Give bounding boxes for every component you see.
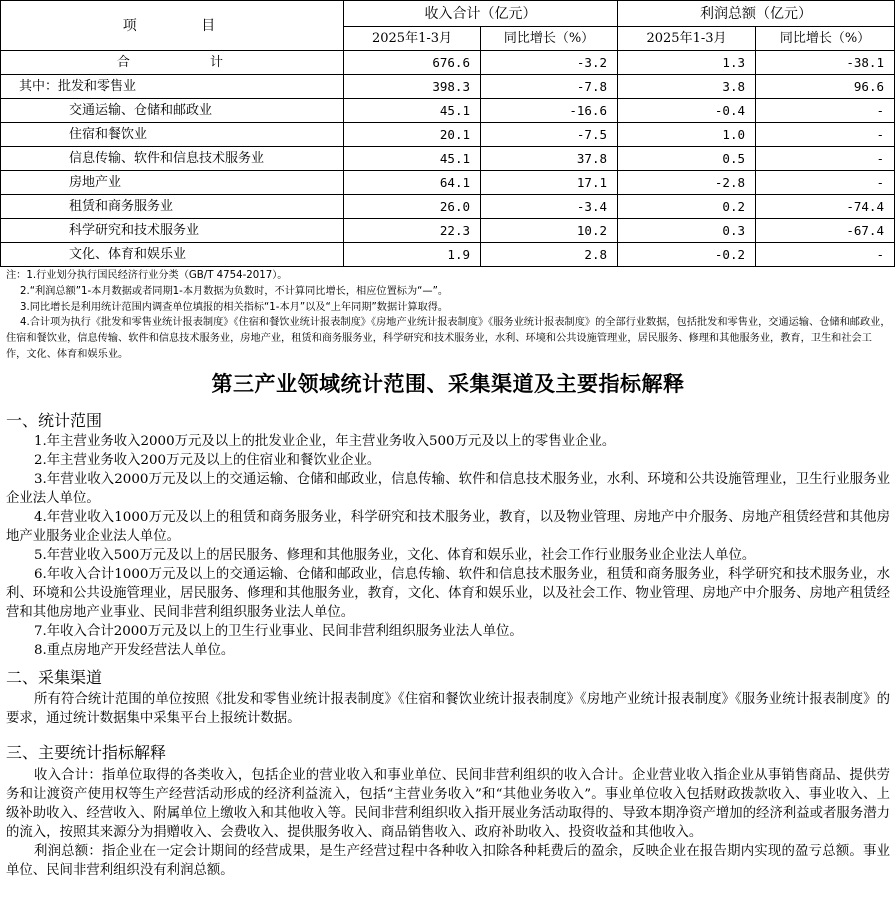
cell-profit-yoy: -38.1 [756,51,895,75]
indicator-item: 收入合计：指单位取得的各类收入，包括企业的营业收入和事业单位、民间非营利组织的收入合计。企业营业收入指企业从事销售商品、提供劳务和让渡资产使用权等生产经营活动形成的经济利益流入，包括“主营业务收入”和“其他业务收入”。事业单位收入包括财政拨款收入、事业收入、上级补助收入、经营收入、附属单位上缴收入和其他收入等。民间非营利组织收入指开展业务活动取得的、导致本期净资产增加的经济利益或者服务潜力的流入，按照其来源分为捐赠收入、会费收入、提供服务收入、商品销售收入、政府补助收入、投资收益和其他收入。 [6,768,890,840]
document-title: 第三产业领域统计范围、采集渠道及主要指标解释 [211,371,685,396]
table-row [1,171,895,195]
table-row [1,99,895,123]
cell-profit-yoy: - [756,99,895,123]
scope-item: 1.年主营业务收入2000万元及以上的批发业企业，年主营业务收入500万元及以上的零售业企业。 [34,434,616,449]
cell-profit: 3.8 [618,75,756,99]
scope-item: 3.年营业收入2000万元及以上的交通运输、仓储和邮政业，信息传输、软件和信息技术服务业，水利、环境和公共设施管理业，卫生行业服务业企业法人单位。 [6,472,890,506]
note-4: 4.合计项为执行《批发和零售业统计报表制度》《住宿和餐饮业统计报表制度》《房地产业统计报表制度》《服务业统计报表制度》的全部行业数据，包括批发和零售业，交通运输、仓储和邮政业，住宿和餐饮业，信息传输、软件和信息技术服务业，房地产业，租赁和商务服务业，科学研究和技术服务业，水利、环境和公共设施管理业，居民服务、修理和其他服务业，教育，卫生和社会工作，文化、体育和娱乐业。 [6,317,891,360]
cell-profit: -0.2 [618,243,756,267]
cell-profit: 0.3 [618,219,756,243]
scope-item: 5.年营业收入500万元及以上的居民服务、修理和其他服务业，文化、体育和娱乐业，社会工作行业服务业企业法人单位。 [34,548,756,563]
table-row [1,123,895,147]
cell-revenue: 26.0 [344,195,481,219]
note-2: 2.“利润总额”1-本月数据或者同期1-本月数据为负数时，不计算同比增长，相应位置标为“—”。 [20,285,449,297]
header-revenue-period: 2025年1-3月 [344,27,481,51]
scope-item: 6.年收入合计1000万元及以上的交通运输、仓储和邮政业，信息传输、软件和信息技术服务业，租赁和商务服务业，科学研究和技术服务业，水利、环境和公共设施管理业，居民服务、修理和其他服务业，教育，文化、体育和娱乐业，以及社会工作、物业管理、房地产中介服务、房地产租赁经营和其他房地产业事业、民间非营利组织服务业法人单位。 [6,567,890,620]
header-item: 项 目 [1,1,344,51]
cell-profit-yoy: -67.4 [756,219,895,243]
table-row-total [1,51,895,75]
cell-revenue-yoy: 17.1 [481,171,618,195]
cell-revenue-yoy: -16.6 [481,99,618,123]
note-1: 注：1.行业划分执行国民经济行业分类（GB/T 4754-2017）。 [6,270,288,281]
cell-revenue-yoy: -7.5 [481,123,618,147]
scope-item: 7.年收入合计2000万元及以上的卫生行业事业、民间非营利组织服务业法人单位。 [34,624,523,639]
cell-revenue-yoy: -3.4 [481,195,618,219]
header-profit-period: 2025年1-3月 [618,27,756,51]
table-row [1,75,895,99]
row-label: 科学研究和技术服务业 [1,219,344,243]
row-label: 其中：批发和零售业 [1,75,344,99]
cell-profit-yoy: 96.6 [756,75,895,99]
cell-profit-yoy: - [756,147,895,171]
table-row [1,219,895,243]
cell-revenue: 20.1 [344,123,481,147]
cell-revenue-yoy: 2.8 [481,243,618,267]
row-label: 文化、体育和娱乐业 [1,243,344,267]
scope-list [6,432,890,660]
statistics-table [0,0,895,267]
row-label: 交通运输、仓储和邮政业 [1,99,344,123]
cell-revenue-yoy: 37.8 [481,147,618,171]
channel-text: 所有符合统计范围的单位按照《批发和零售业统计报表制度》《住宿和餐饮业统计报表制度》《房地产业统计报表制度》《服务业统计报表制度》的要求，通过统计数据集中采集平台上报统计数据。 [6,692,890,726]
table-row [1,147,895,171]
scope-item: 4.年营业收入1000万元及以上的租赁和商务服务业，科学研究和技术服务业，教育，以及物业管理、房地产中介服务、房地产租赁经营和其他房地产业服务业企业法人单位。 [6,510,890,544]
cell-revenue-yoy: -7.8 [481,75,618,99]
note-3: 3.同比增长是利用统计范围内调查单位填报的相关指标“1-本月”以及“上年同期”数据计算取得。 [20,301,449,313]
indicators-list [6,766,890,880]
header-profit-yoy: 同比增长（%） [756,27,895,51]
row-label: 房地产业 [1,171,344,195]
table-row [1,195,895,219]
indicator-item: 利润总额：指企业在一定会计期间的经营成果，是生产经营过程中各种收入扣除各种耗费后的盈余，反映企业在报告期内实现的盈亏总额。事业单位、民间非营利组织没有利润总额。 [6,844,890,878]
table-notes [6,268,892,363]
scope-item: 8.重点房地产开发经营法人单位。 [34,643,235,658]
section-heading-channel: 二、采集渠道 [6,668,103,687]
cell-profit-yoy: - [756,243,895,267]
cell-revenue: 64.1 [344,171,481,195]
header-profit-group: 利润总额（亿元） [618,1,895,27]
scope-item: 2.年主营业务收入200万元及以上的住宿业和餐饮业企业。 [34,453,381,468]
cell-revenue: 676.6 [344,51,481,75]
channel-text-block [6,690,890,728]
cell-profit-yoy: -74.4 [756,195,895,219]
cell-profit-yoy: - [756,123,895,147]
row-label: 住宿和餐饮业 [1,123,344,147]
header-revenue-yoy: 同比增长（%） [481,27,618,51]
section-heading-indicators: 三、主要统计指标解释 [6,743,167,762]
cell-profit: -0.4 [618,99,756,123]
cell-profit: 1.0 [618,123,756,147]
cell-revenue: 398.3 [344,75,481,99]
row-label: 信息传输、软件和信息技术服务业 [1,147,344,171]
cell-revenue: 45.1 [344,147,481,171]
cell-revenue-yoy: -3.2 [481,51,618,75]
table-header-row [1,1,895,27]
cell-profit: 0.5 [618,147,756,171]
cell-profit: -2.8 [618,171,756,195]
cell-revenue: 22.3 [344,219,481,243]
row-label: 合 计 [1,51,344,75]
section-heading-scope: 一、统计范围 [6,411,103,430]
cell-revenue: 1.9 [344,243,481,267]
header-revenue-group: 收入合计（亿元） [344,1,618,27]
cell-profit: 0.2 [618,195,756,219]
row-label: 租赁和商务服务业 [1,195,344,219]
cell-revenue-yoy: 10.2 [481,219,618,243]
cell-profit-yoy: - [756,171,895,195]
table-row [1,243,895,267]
cell-revenue: 45.1 [344,99,481,123]
cell-profit: 1.3 [618,51,756,75]
